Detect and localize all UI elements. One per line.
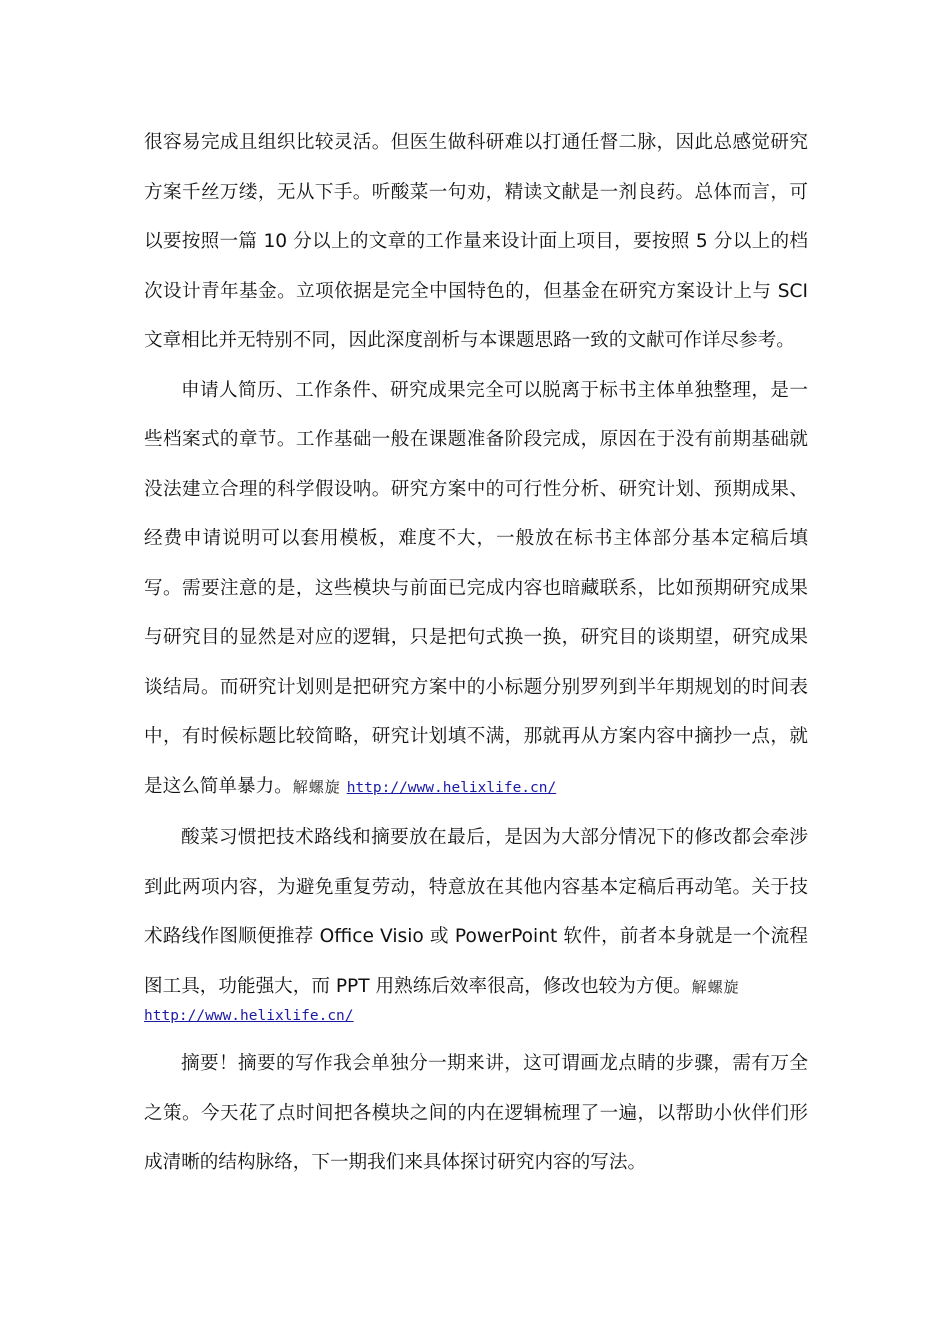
source-link[interactable]: http://www.helixlife.cn/ xyxy=(346,779,557,796)
source-label: 解螺旋 xyxy=(292,777,341,796)
document-body xyxy=(144,118,808,1188)
source-link-line xyxy=(144,1000,808,1031)
paragraph-4 xyxy=(144,1039,808,1188)
source-label: 解螺旋 xyxy=(691,977,740,996)
paragraph-2-text: 申请人简历、工作条件、研究成果完全可以脱离于标书主体单独整理，是一些档案式的章节。工作基础一般在课题准备阶段完成，原因在于没有前期基础就没法建立合理的科学假设呐。研究方案中的可行性分析、研究计划、预期成果、经费申请说明可以套用模板，难度不大，一般放在标书主体部分基本定稿后填写。需要注意的是，这些模块与前面已完成内容也暗藏联系，比如预期研究成果与研究目的显然是对应的逻辑，只是把句式换一换，研究目的谈期望，研究成果谈结局。而研究计划则是把研究方案中的小标题分别罗列到半年期规划的时间表中，有时候标题比较简略，研究计划填不满，那就再从方案内容中摘抄一点，就是这么简单暴力。 xyxy=(144,379,808,797)
paragraph-2 xyxy=(144,366,808,814)
paragraph-4-text: 摘要！摘要的写作我会单独分一期来讲，这可谓画龙点睛的步骤，需有万全之策。今天花了点时间把各模块之间的内在逻辑梳理了一遍，以帮助小伙伴们形成清晰的结构脉络，下一期我们来具体探讨研究内容的写法。 xyxy=(144,1053,808,1173)
source-link[interactable]: http://www.helixlife.cn/ xyxy=(144,1008,354,1024)
paragraph-3 xyxy=(144,813,808,1031)
paragraph-1-text: 很容易完成且组织比较灵活。但医生做科研难以打通任督二脉，因此总感觉研究方案千丝万缕，无从下手。听酸菜一句劝，精读文献是一剂良药。总体而言，可以要按照一篇 10 分以上的文章的工作量来设计面上项目，要按照 5 分以上的档次设计青年基金。立项依据是完全中国特色的，但基金在研究方案设计上与 SCI 文章相比并无特别不同，因此深度剖析与本课题思路一致的文献可作详尽参考。 xyxy=(144,132,808,351)
paragraph-1 xyxy=(144,118,808,366)
paragraph-3-text: 酸菜习惯把技术路线和摘要放在最后，是因为大部分情况下的修改都会牵涉到此两项内容，为避免重复劳动，特意放在其他内容基本定稿后再动笔。关于技术路线作图顺便推荐 Office Visio 或 PowerPoint 软件，前者本身就是一个流程图工具，功能强大，而 PPT 用熟练后效率很高，修改也较为方便。 xyxy=(144,827,808,997)
